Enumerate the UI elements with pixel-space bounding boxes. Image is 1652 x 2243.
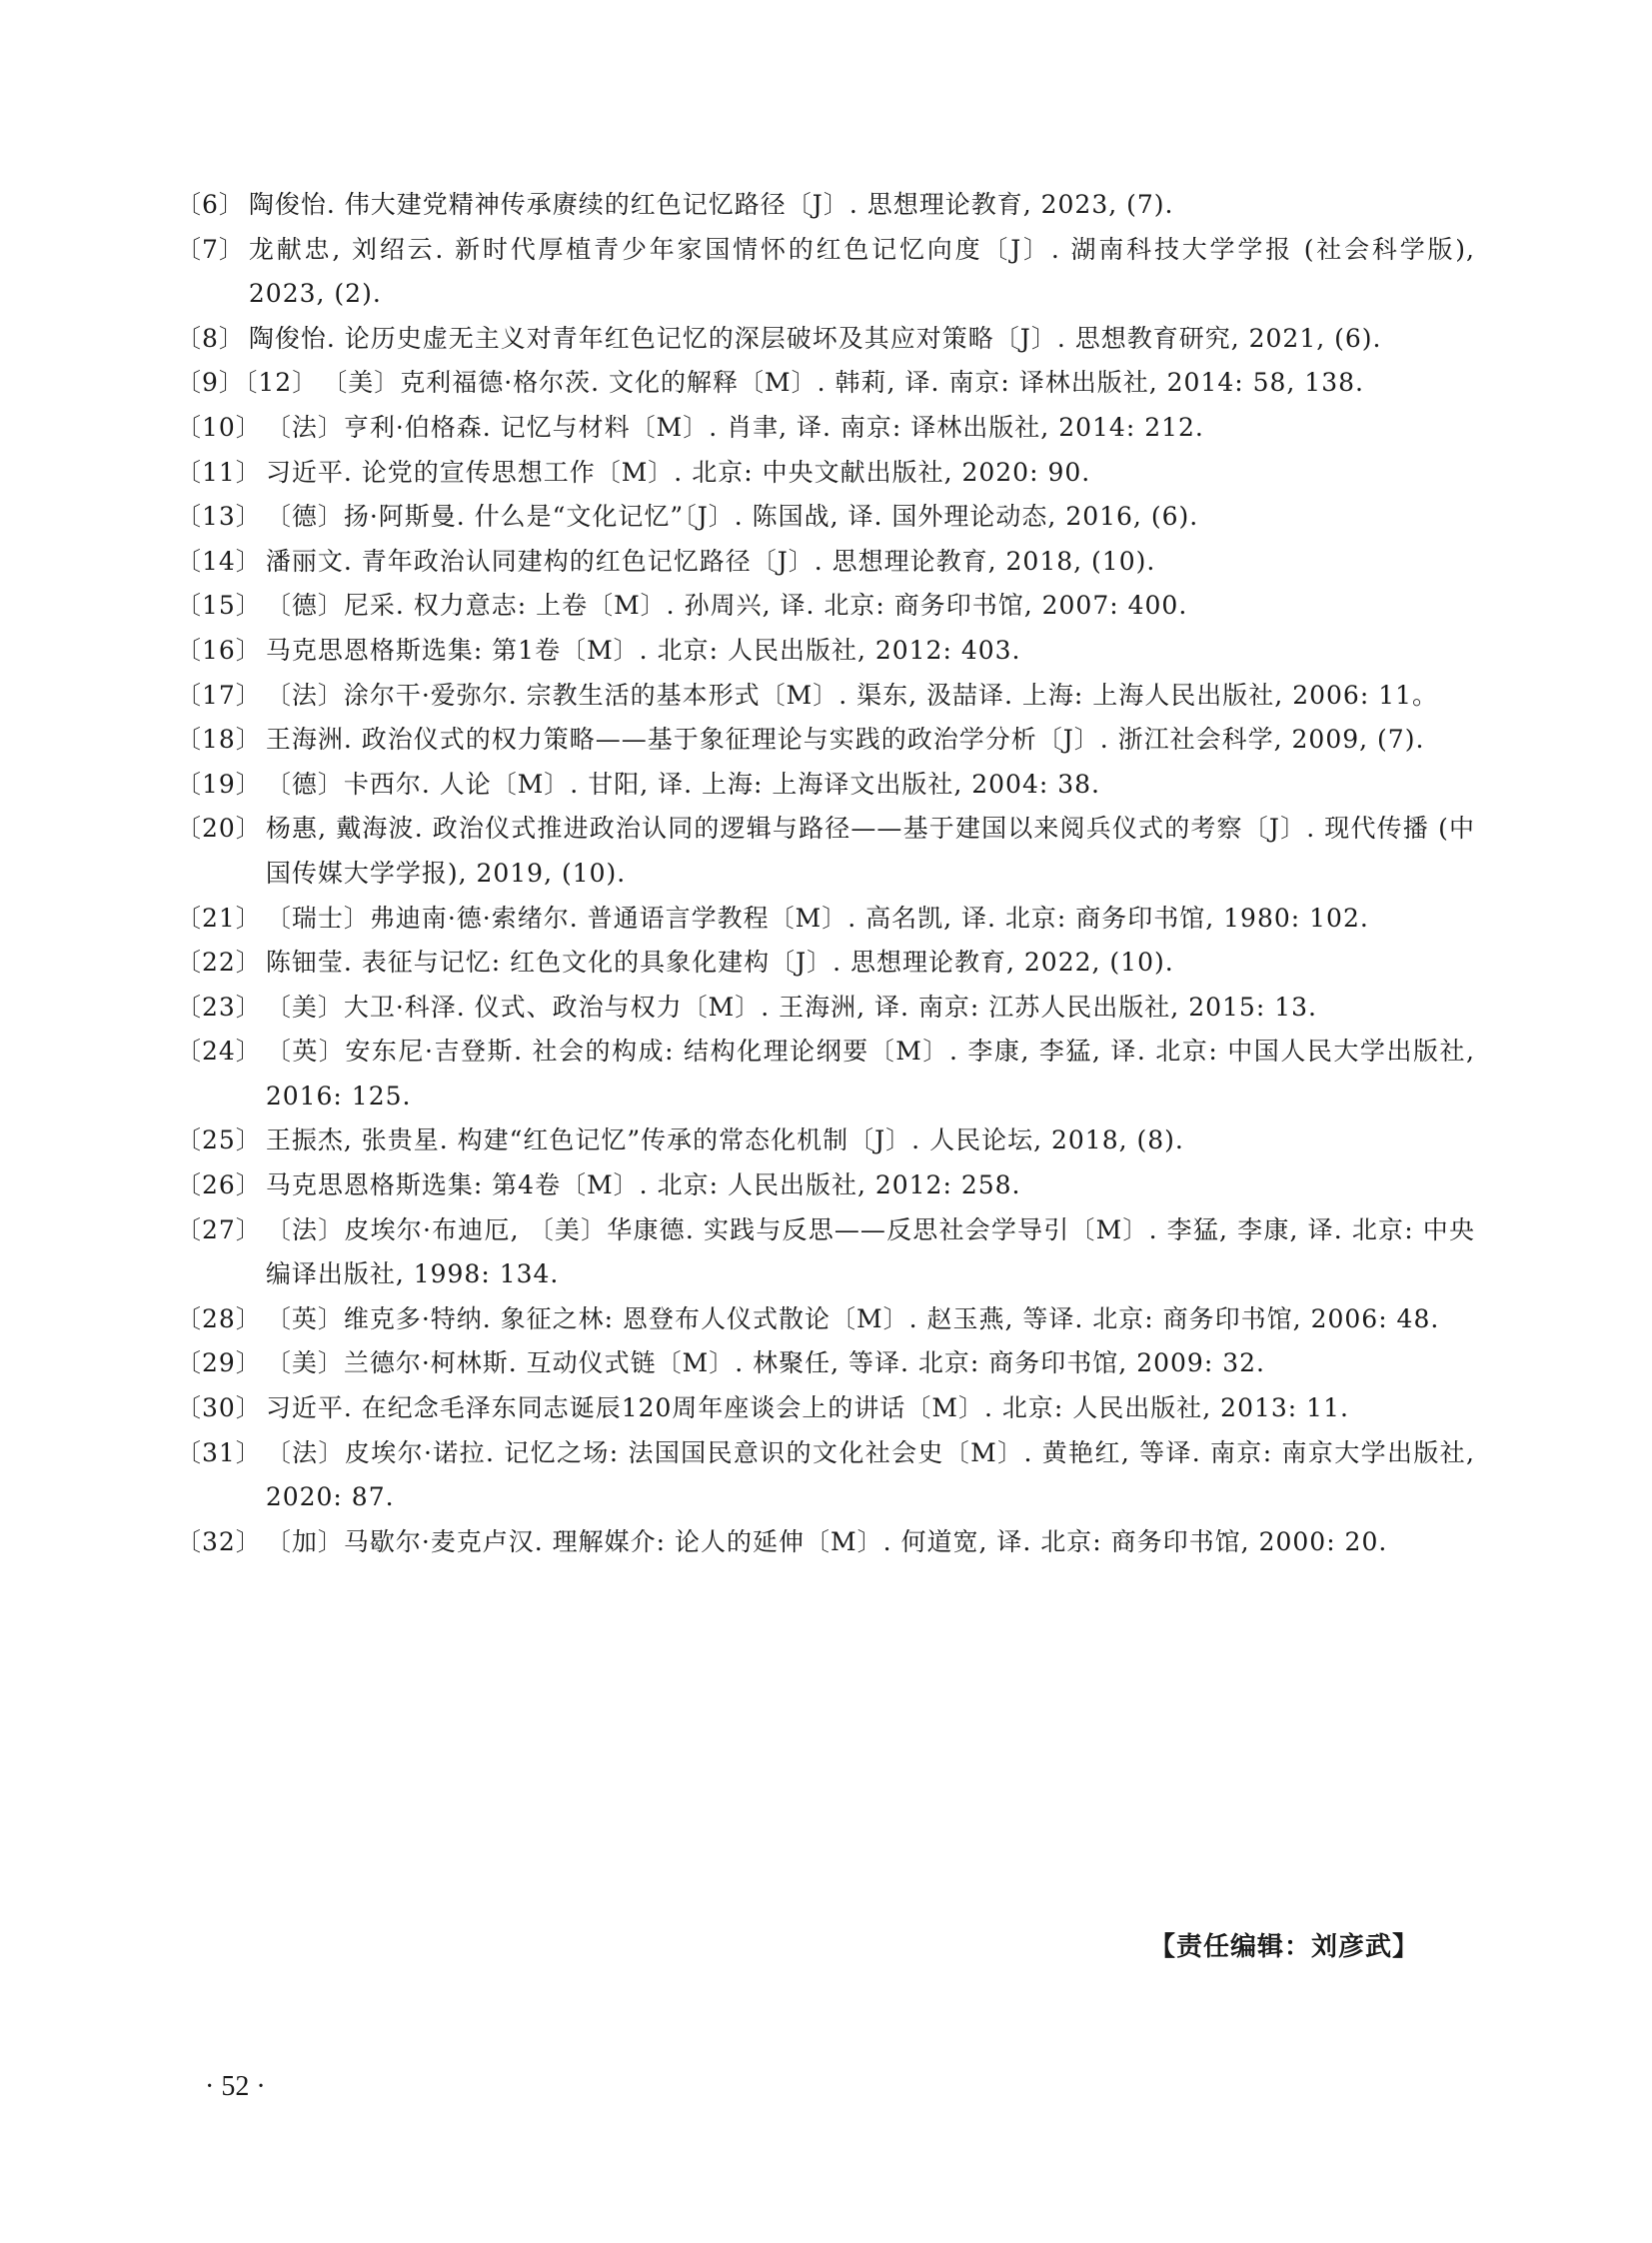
reference-entry <box>176 361 1475 406</box>
reference-entry <box>176 451 1475 496</box>
reference-text: 〔英〕安东尼·吉登斯. 社会的构成: 结构化理论纲要〔M〕. 李康, 李猛, 译. 北京: 中国人民大学出版社, 2016: 125. <box>265 1037 1475 1111</box>
reference-text: 〔德〕尼采. 权力意志: 上卷〔M〕. 孙周兴, 译. 北京: 商务印书馆, 2007: 400. <box>265 591 1188 621</box>
reference-number: 〔26〕 <box>176 1170 262 1200</box>
reference-number: 〔28〕 <box>176 1303 262 1333</box>
reference-text: 〔美〕克利福德·格尔茨. 文化的解释〔M〕. 韩莉, 译. 南京: 译林出版社, 2014: 58, 138. <box>322 368 1364 398</box>
reference-number: 〔23〕 <box>176 992 262 1022</box>
reference-text: 陶俊怡. 论历史虚无主义对青年红色记忆的深层破坏及其应对策略〔J〕. 思想教育研究, 2021, (6). <box>248 323 1382 353</box>
reference-text: 〔德〕卡西尔. 人论〔M〕. 甘阳, 译. 上海: 上海译文出版社, 2004: 38. <box>265 769 1101 799</box>
reference-entry <box>176 1386 1475 1431</box>
reference-number: 〔6〕 <box>176 190 245 219</box>
reference-number: 〔16〕 <box>176 635 262 665</box>
reference-number: 〔19〕 <box>176 769 262 799</box>
reference-text: 马克思恩格斯选集: 第1卷〔M〕. 北京: 人民出版社, 2012: 403. <box>265 635 1021 665</box>
reference-entry <box>176 228 1475 317</box>
reference-entry <box>176 540 1475 585</box>
reference-text: 〔加〕马歇尔·麦克卢汉. 理解媒介: 论人的延伸〔M〕. 何道宽, 译. 北京: 商务印书馆, 2000: 20. <box>265 1526 1388 1556</box>
reference-text: 〔法〕皮埃尔·诺拉. 记忆之场: 法国国民意识的文化社会史〔M〕. 黄艳红, 等译. 南京: 南京大学出版社, 2020: 87. <box>265 1437 1475 1512</box>
reference-entry <box>176 1341 1475 1386</box>
reference-text: 〔英〕维克多·特纳. 象征之林: 恩登布人仪式散论〔M〕. 赵玉燕, 等译. 北京: 商务印书馆, 2006: 48. <box>265 1303 1440 1333</box>
reference-text: 〔德〕扬·阿斯曼. 什么是“文化记忆”〔J〕. 陈国战, 译. 国外理论动态, 2016, (6). <box>265 502 1199 532</box>
reference-number: 〔17〕 <box>176 680 262 710</box>
reference-text: 习近平. 在纪念毛泽东同志诞辰120周年座谈会上的讲话〔M〕. 北京: 人民出版社, 2013: 11. <box>265 1393 1349 1423</box>
reference-text: 〔法〕亨利·伯格森. 记忆与材料〔M〕. 肖聿, 译. 南京: 译林出版社, 2014: 212. <box>265 412 1204 442</box>
reference-number: 〔20〕 <box>176 814 262 844</box>
reference-entry <box>176 629 1475 674</box>
reference-number: 〔31〕 <box>176 1437 262 1467</box>
page-number: · 52 · <box>205 2071 266 2102</box>
reference-entry <box>176 1119 1475 1163</box>
reference-number: 〔21〕 <box>176 903 262 933</box>
reference-entry <box>176 807 1475 896</box>
reference-text: 马克思恩格斯选集: 第4卷〔M〕. 北京: 人民出版社, 2012: 258. <box>265 1170 1021 1200</box>
reference-number: 〔11〕 <box>176 457 262 487</box>
reference-entry <box>176 406 1475 451</box>
reference-entry <box>176 1431 1475 1520</box>
reference-entry <box>176 495 1475 540</box>
reference-number: 〔32〕 <box>176 1526 262 1556</box>
reference-entry <box>176 718 1475 763</box>
reference-number: 〔22〕 <box>176 948 262 978</box>
responsible-editor: 【责任编辑：刘彦武】 <box>1148 1932 1419 1962</box>
reference-text: 潘丽文. 青年政治认同建构的红色记忆路径〔J〕. 思想理论教育, 2018, (10). <box>265 546 1156 576</box>
reference-number: 〔29〕 <box>176 1348 262 1378</box>
reference-entry <box>176 941 1475 986</box>
reference-text: 〔法〕皮埃尔·布迪厄, 〔美〕华康德. 实践与反思——反思社会学导引〔M〕. 李猛, 李康, 译. 北京: 中央编译出版社, 1998: 134. <box>265 1214 1475 1289</box>
reference-text: 习近平. 论党的宣传思想工作〔M〕. 北京: 中央文献出版社, 2020: 90. <box>265 457 1091 487</box>
reference-text: 王海洲. 政治仪式的权力策略——基于象征理论与实践的政治学分析〔J〕. 浙江社会科学, 2009, (7). <box>265 725 1425 755</box>
reference-number: 〔7〕 <box>176 234 245 264</box>
reference-text: 杨惠, 戴海波. 政治仪式推进政治认同的逻辑与路径——基于建国以来阅兵仪式的考察〔J〕. 现代传播 (中国传媒大学学报), 2019, (10). <box>265 814 1475 888</box>
reference-entry <box>176 183 1475 228</box>
reference-entry <box>176 763 1475 808</box>
reference-entry <box>176 674 1475 719</box>
reference-text: 龙献忠, 刘绍云. 新时代厚植青少年家国情怀的红色记忆向度〔J〕. 湖南科技大学学报 (社会科学版), 2023, (2). <box>248 234 1475 309</box>
reference-entry <box>176 1208 1475 1297</box>
reference-text: 〔美〕兰德尔·柯林斯. 互动仪式链〔M〕. 林聚任, 等译. 北京: 商务印书馆, 2009: 32. <box>265 1348 1265 1378</box>
reference-entry <box>176 897 1475 942</box>
reference-number: 〔8〕 <box>176 323 245 353</box>
reference-number: 〔14〕 <box>176 546 262 576</box>
reference-number: 〔27〕 <box>176 1214 262 1244</box>
reference-number: 〔24〕 <box>176 1037 262 1067</box>
reference-text: 〔美〕大卫·科泽. 仪式、政治与权力〔M〕. 王海洲, 译. 南京: 江苏人民出版社, 2015: 13. <box>265 992 1317 1022</box>
reference-entry <box>176 1163 1475 1208</box>
reference-text: 〔法〕涂尔干·爱弥尔. 宗教生活的基本形式〔M〕. 渠东, 汲喆译. 上海: 上海人民出版社, 2006: 11。 <box>265 680 1439 710</box>
reference-number: 〔15〕 <box>176 591 262 621</box>
reference-number: 〔10〕 <box>176 412 262 442</box>
reference-text: 〔瑞士〕弗迪南·德·索绪尔. 普通语言学教程〔M〕. 高名凯, 译. 北京: 商务印书馆, 1980: 102. <box>265 903 1369 933</box>
reference-number: 〔13〕 <box>176 502 262 532</box>
reference-entry <box>176 317 1475 362</box>
reference-number: 〔25〕 <box>176 1125 262 1155</box>
reference-entry <box>176 584 1475 629</box>
reference-number: 〔30〕 <box>176 1393 262 1423</box>
reference-number: 〔18〕 <box>176 725 262 755</box>
reference-entry <box>176 1520 1475 1565</box>
reference-entry <box>176 1030 1475 1119</box>
reference-text: 陶俊怡. 伟大建党精神传承赓续的红色记忆路径〔J〕. 思想理论教育, 2023, (7). <box>248 190 1174 219</box>
reference-number: 〔9〕〔12〕 <box>176 368 319 398</box>
reference-entry <box>176 1297 1475 1342</box>
reference-text: 王振杰, 张贵星. 构建“红色记忆”传承的常态化机制〔J〕. 人民论坛, 2018, (8). <box>265 1125 1184 1155</box>
reference-entry <box>176 986 1475 1031</box>
reference-text: 陈钿莹. 表征与记忆: 红色文化的具象化建构〔J〕. 思想理论教育, 2022, (10). <box>265 948 1174 978</box>
reference-list <box>176 183 1475 1564</box>
